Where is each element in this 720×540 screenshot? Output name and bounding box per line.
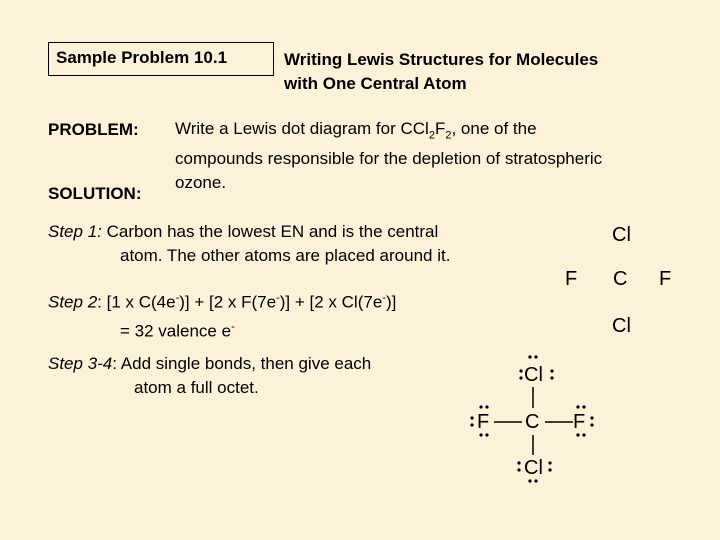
step-2-part-1: : [1 x C(4e — [97, 292, 176, 312]
dot — [576, 405, 579, 408]
step-1-label: Step 1: — [48, 222, 102, 241]
dot — [519, 376, 522, 379]
skeleton-top-cl: Cl — [612, 224, 631, 246]
lewis-left-f: F — [477, 411, 490, 433]
skeleton-center-c: C — [613, 268, 628, 290]
step-3-4 — [48, 352, 371, 400]
formula-f: F — [434, 119, 446, 138]
subscript-2: 2 — [445, 129, 452, 142]
dot — [470, 416, 473, 419]
dot — [590, 423, 593, 426]
skeleton-left-f: F — [565, 268, 578, 290]
step-1-line-2: atom. The other atoms are placed around it. — [120, 246, 451, 265]
step-3-4-label: Step 3-4 — [48, 354, 113, 373]
step-1-text-1: Carbon has the lowest EN and is the central — [101, 222, 439, 241]
solution-label: SOLUTION: — [48, 184, 142, 203]
step-3-4-line-1 — [48, 352, 371, 376]
skeleton-bottom-cl: Cl — [612, 315, 631, 337]
problem-line-2: compounds responsible for the depletion of stratospheric — [175, 149, 603, 169]
problem-text — [175, 117, 602, 195]
problem-line-1-post: , one of the — [451, 119, 537, 138]
lewis-bottom-cl: Cl — [524, 457, 543, 479]
dot — [479, 405, 482, 408]
dot — [519, 369, 522, 372]
skeleton-right-f: F — [659, 268, 672, 290]
dot — [485, 405, 488, 408]
lewis-top-cl: Cl — [524, 364, 543, 386]
step-1 — [48, 220, 450, 268]
lewis-center-c: C — [525, 411, 540, 433]
problem-line-1-pre: Write a Lewis dot diagram for CCl — [175, 119, 429, 138]
superscript-2: - — [276, 292, 280, 304]
dot — [528, 355, 531, 358]
dot — [534, 355, 537, 358]
step-2-part-3: )] + [2 x Cl(7e — [279, 292, 383, 312]
superscript-4: - — [231, 320, 235, 333]
step-2-label: Step 2 — [48, 292, 98, 312]
step-2-line-2 — [48, 315, 396, 344]
title-line-1: Writing Lewis Structures for Molecules — [284, 50, 599, 69]
superscript-3: - — [382, 292, 386, 304]
dot — [550, 369, 553, 372]
subscript-1: 2 — [428, 129, 435, 142]
dot — [548, 461, 551, 464]
sample-problem-label: Sample Problem 10.1 — [56, 48, 228, 67]
dot — [548, 468, 551, 471]
step-2-line-1 — [48, 286, 396, 315]
dot — [517, 468, 520, 471]
dot — [470, 423, 473, 426]
lewis-right-f: F — [573, 411, 586, 433]
step-1-line-1 — [48, 220, 450, 244]
problem-line-1 — [175, 117, 602, 147]
valence-total: = 32 valence e — [120, 321, 232, 341]
step-2-part-4: )] — [385, 292, 397, 312]
dot — [582, 405, 585, 408]
page-title — [284, 48, 598, 96]
problem-label: PROBLEM: — [48, 120, 139, 139]
step-3-4-line-2: atom a full octet. — [134, 378, 259, 397]
dot — [590, 416, 593, 419]
dot — [517, 461, 520, 464]
title-line-2: with One Central Atom — [284, 74, 467, 93]
problem-line-3: ozone. — [175, 173, 227, 193]
step-2 — [48, 286, 396, 343]
superscript-1: - — [175, 292, 180, 304]
dot — [550, 376, 553, 379]
step-3-4-text-1: : Add single bonds, then give each — [112, 354, 372, 373]
step-2-part-2: )] + [2 x F(7e — [179, 292, 277, 312]
